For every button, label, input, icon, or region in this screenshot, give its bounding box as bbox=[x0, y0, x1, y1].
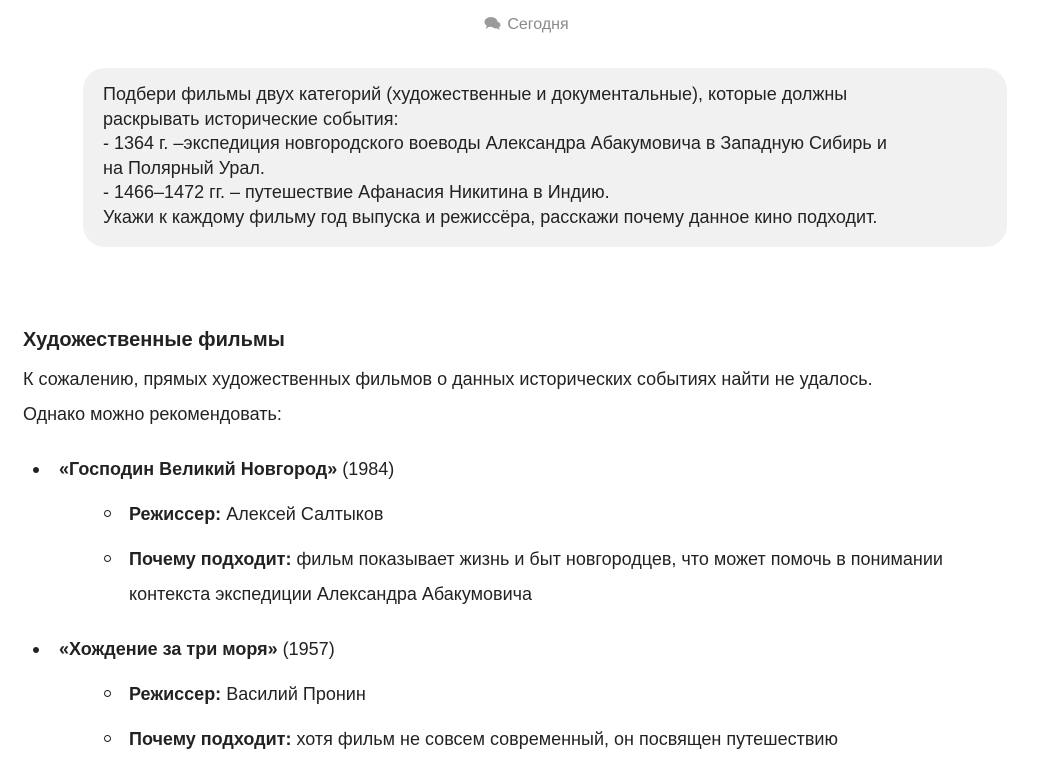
assistant-answer bbox=[23, 326, 1023, 757]
director-label: Режиссер: bbox=[129, 684, 222, 704]
message-line: - 1364 г. –экспедиция новгородского воеводы Александра Абакумовича в Западную Сибирь и bbox=[103, 133, 887, 154]
message-line: Укажи к каждому фильму год выпуска и режиссёра, расскажи почему данное кино подходит. bbox=[103, 206, 878, 227]
reason-text: фильм показывает жизнь и быт новгородцев, что может помочь в понимании контекста экспедиции Александра Абакумовича bbox=[129, 549, 943, 604]
intro-paragraph: К сожалению, прямых художественных фильмов о данных исторических событиях найти не удалось. Однако можно рекомендовать: bbox=[23, 369, 873, 424]
film-director bbox=[59, 497, 1023, 532]
director-label: Режиссер: bbox=[129, 504, 222, 524]
film-director bbox=[59, 677, 1023, 712]
film-item bbox=[23, 452, 1023, 612]
film-list bbox=[23, 452, 1023, 757]
film-title: «Господин Великий Новгород» bbox=[59, 459, 338, 479]
film-item bbox=[23, 632, 1023, 757]
film-reason bbox=[59, 542, 959, 612]
film-year: (1957) bbox=[282, 639, 335, 659]
reason-label: Почему подходит: bbox=[129, 729, 292, 749]
message-line: раскрывать исторические события: bbox=[103, 108, 399, 129]
reason-text: хотя фильм не совсем современный, он посвящен путешествию bbox=[296, 729, 838, 749]
director-name: Алексей Салтыков bbox=[226, 504, 384, 524]
message-line: на Полярный Урал. bbox=[103, 157, 265, 178]
film-title: «Хождение за три моря» bbox=[59, 639, 278, 659]
message-line: Подбери фильмы двух категорий (художественные и документальные), которые должны bbox=[103, 84, 848, 104]
film-year: (1984) bbox=[342, 459, 395, 479]
user-message-bubble bbox=[83, 68, 1007, 247]
chat-bubbles-icon bbox=[484, 16, 501, 31]
date-label: Сегодня bbox=[507, 16, 569, 33]
director-name: Василий Пронин bbox=[226, 684, 366, 704]
message-line: - 1466–1472 гг. – путешествие Афанасия Никитина в Индию. bbox=[103, 182, 610, 203]
date-separator bbox=[0, 16, 1053, 34]
reason-label: Почему подходит: bbox=[129, 549, 292, 569]
film-reason bbox=[59, 722, 1029, 757]
section-heading: Художественные фильмы bbox=[23, 329, 285, 351]
